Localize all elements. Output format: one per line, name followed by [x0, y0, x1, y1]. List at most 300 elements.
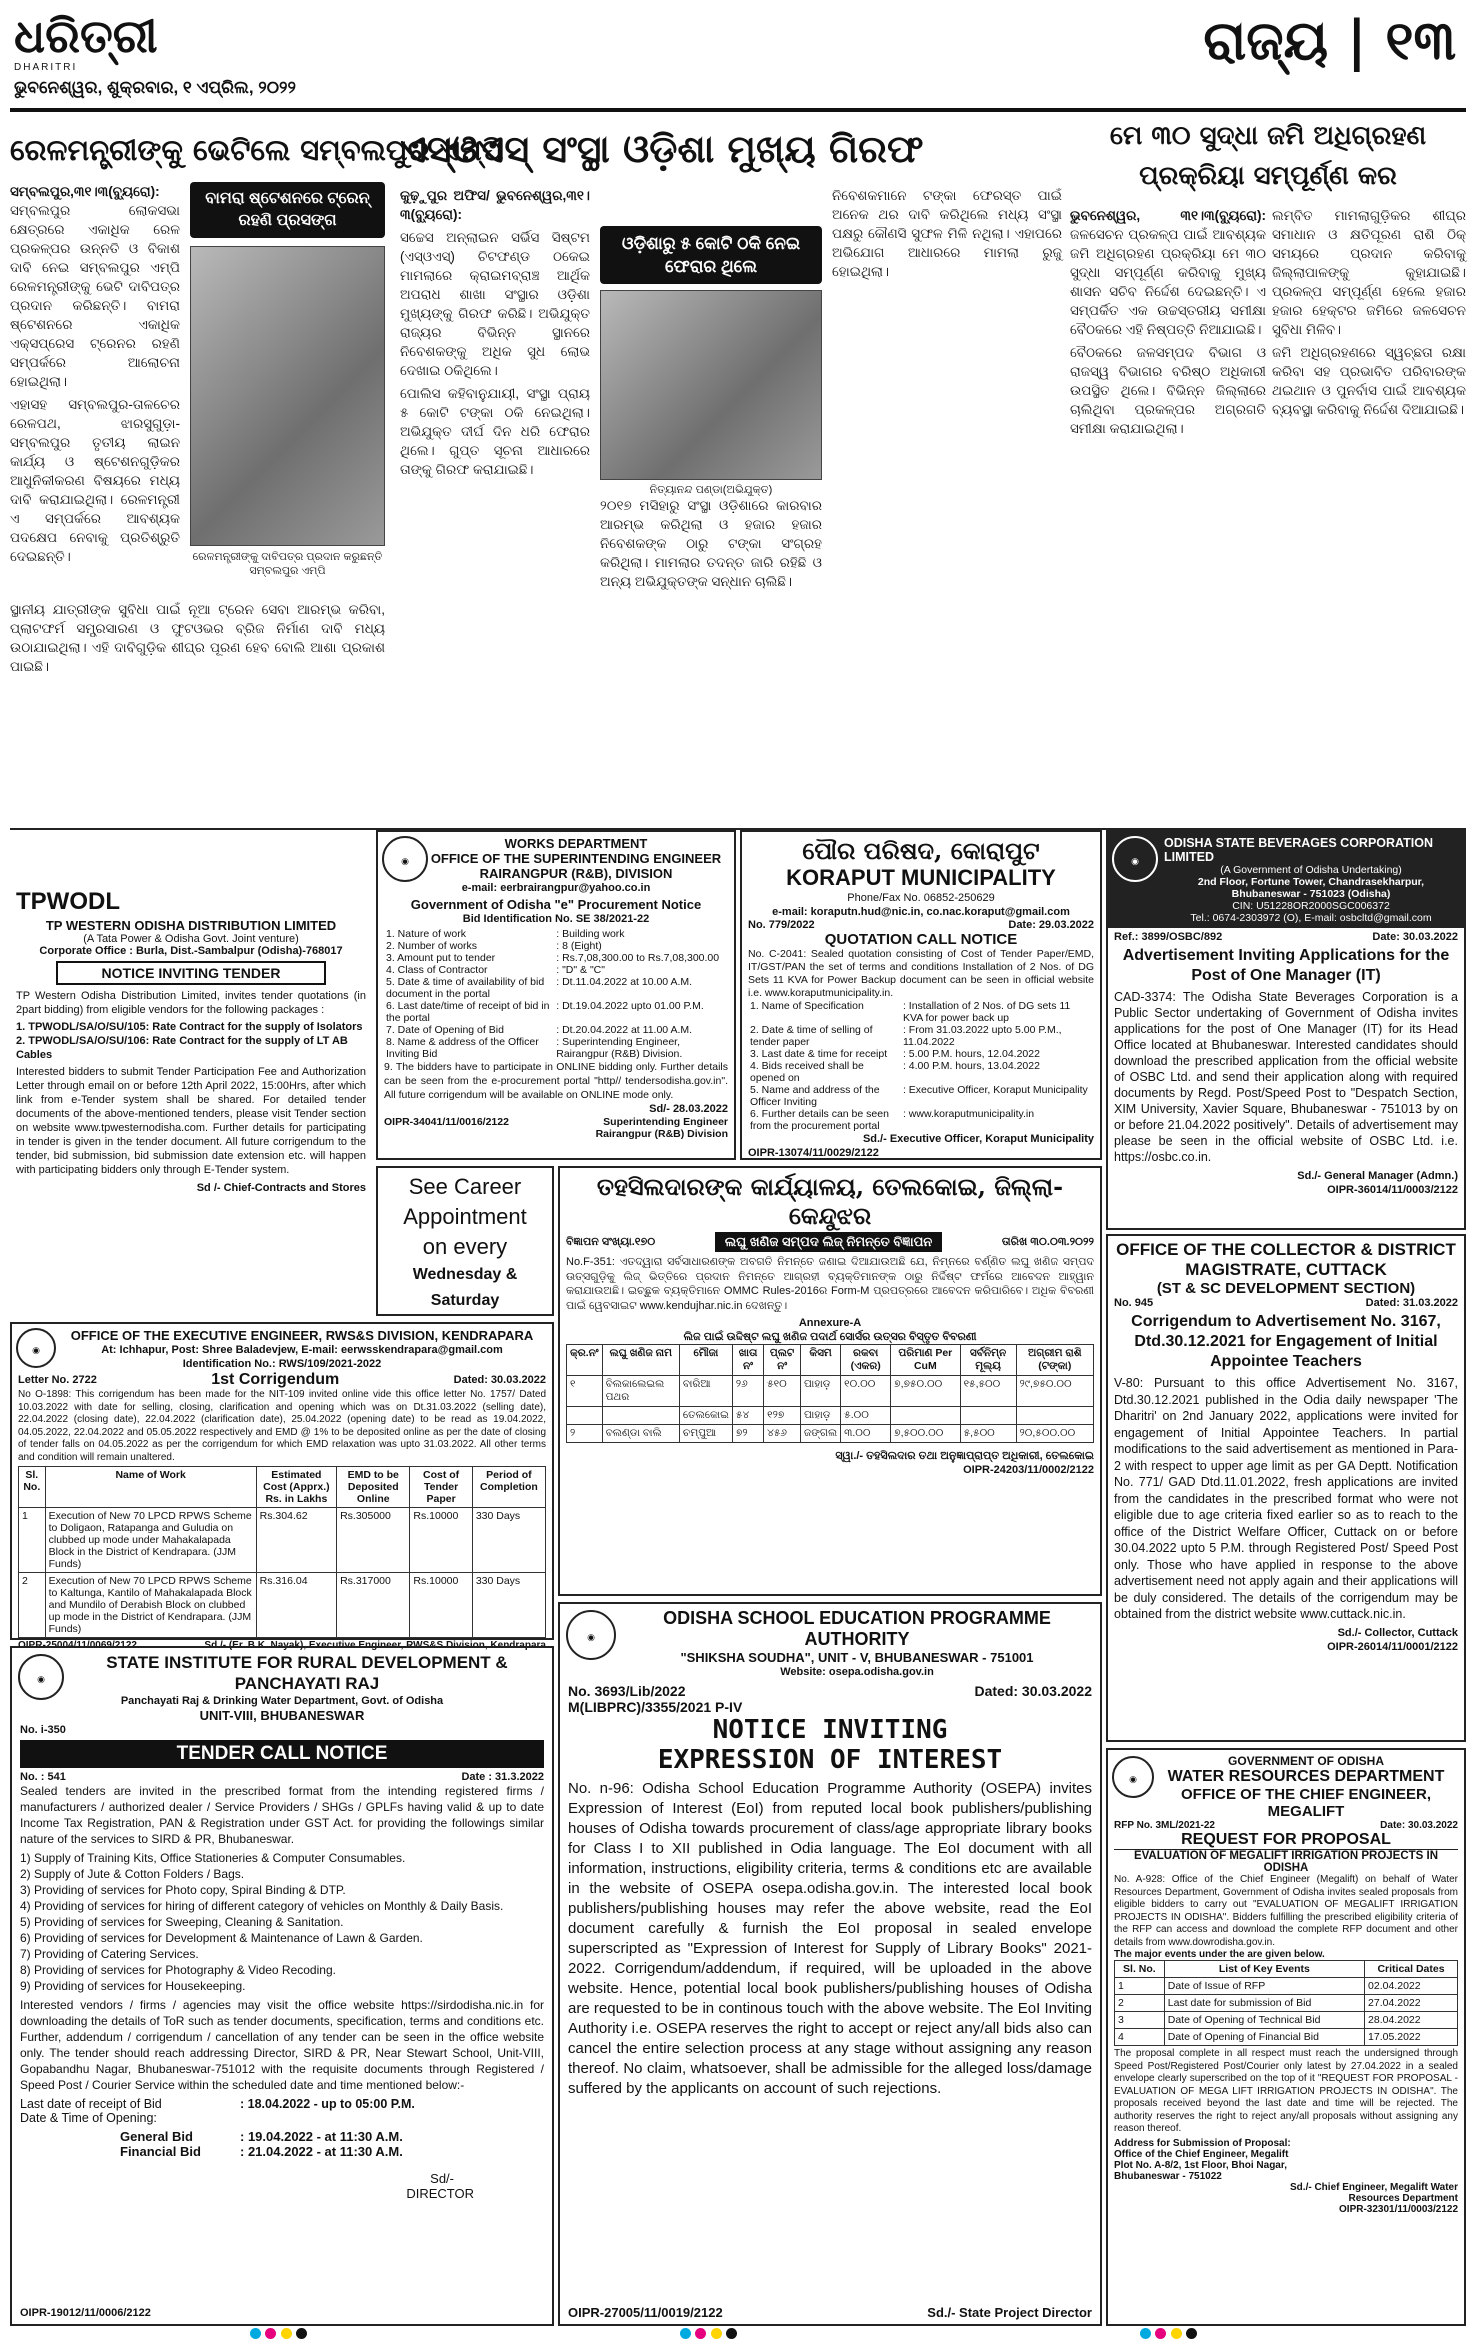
koraput-letter: No. 779/2022 [748, 919, 815, 931]
rwss-table-header: Estimated Cost (Apprx.) Rs. in Lakhs [256, 1467, 336, 1508]
tahasil-letter: ବିଜ୍ଞାପନ ସଂଖ୍ୟା.୧୭୦ [566, 1236, 656, 1248]
sird-body: Interested vendors / firms / agencies may visit the office website https://sirdodisha.nic.in for downloading the details of ToR such as tender documents, specification, terms and conditions etc. Further, addendum / corrigendum / cancellation of any tender can be seen in the office website only. The tender should reach addressing Director, SIRD & PR, Near Stewart School, Unit-VIII, Gopabandhu Nagar, Bhubaneswar-751012 with the requisite documents through Registered / Speed Post / Courier Service within the scheduled date and time mentioned below:- [20, 1998, 544, 2092]
tahasil-table-row-cell: ୨୯,୭୫୦.୦୦ [1016, 1376, 1093, 1407]
koraput-date: Date: 29.03.2022 [1008, 919, 1094, 931]
tahasil-table-row-cell: ୧୫,୫୦୦ [960, 1376, 1016, 1407]
water-table-row-cell: 1 [1115, 1978, 1165, 1995]
registration-yellow-icon [1171, 2328, 1182, 2339]
sird-no: No. : 541 [20, 1771, 66, 1783]
osbc-title: Advertisement Inviting Applications for the Post of One Manager (IT) [1122, 947, 1450, 984]
works-details-table [384, 928, 728, 1060]
osepa-no: No. 3693/Lib/2022 [568, 1683, 686, 1699]
registration-black-icon [296, 2328, 307, 2339]
ad-koraput-municipality [740, 830, 1102, 1160]
sird-item: 1) Supply of Training Kits, Office Stationeries & Computer Consumables. [20, 1851, 406, 1865]
sird-sign: Sd/- [430, 2171, 454, 2186]
tahasil-table-row-cell: ବିଲକାଲେଇଲ ପଥର [602, 1376, 679, 1407]
tahasil-table-row-cell: ୫,୫୦୦ [960, 1425, 1016, 1443]
tahasil-table-row-cell: ୪୫୬ [764, 1425, 801, 1443]
koraput-email: e-mail: koraputn.hud@nic.in, co.nac.koraput@gmail.com [772, 906, 1070, 918]
story3-para-2: ବୈଠକରେ ଜଳସମ୍ପଦ ବିଭାଗ ଓ ରାଜସ୍ୱ ବିଭାଗର ବରିଷ୍ଠ ଅଧିକାରୀ ଉପସ୍ଥିତ ଥିଲେ। ବିଭିନ୍ନ ଜିଲ୍ଲାରେ ଚାଲିଥିବା ପ୍ରକଳ୍ପର ଅଗ୍ରଗତି ସମୀକ୍ଷା କରାଯାଇଥିଲା। [1070, 345, 1266, 436]
water-table-row-cell: Date of Opening of Technical Bid [1164, 2012, 1364, 2029]
registration-cyan-icon [680, 2328, 691, 2339]
story2-inset-title: ଓଡ଼ିଶାରୁ ୫ କୋଟି ଠକି ନେଇ ଫେରାର ଥିଲେ [600, 226, 822, 284]
ad-works-department [376, 830, 736, 1160]
osepa-web: Website: osepa.odisha.gov.in [780, 1666, 934, 1678]
registration-black-icon [1186, 2328, 1197, 2339]
story3-para-3: ଲମ୍ବିତ ମାମଲାଗୁଡ଼ିକର ଶୀଘ୍ର ସମାଧାନ ଓ କ୍ଷତିପୂରଣ ରାଶି ଠିକ୍ ସମୟରେ ପ୍ରଦାନ କରିବାକୁ ଜିଲ୍ଲାପାଳଙ୍କୁ କୁହାଯାଇଛି। ପ୍ରକଳ୍ପ ସମ୍ପୂର୍ଣ୍ଣ ହେଲେ ହଜାର ହଜାର ହେକ୍ଟର ଜମିରେ ଜଳସେଚନ ସୁବିଧା ମିଳିବ। [1272, 208, 1466, 337]
koraput-notice-title: QUOTATION CALL NOTICE [824, 931, 1018, 948]
tahasil-table-row-cell: ବାରିଆ [679, 1376, 732, 1407]
story2-column-left [400, 186, 590, 826]
tahasil-table-row-cell: ୨୦,୫୦୦.୦୦ [1016, 1425, 1093, 1443]
story3-column-right [1272, 206, 1466, 826]
water-sub: EVALUATION OF MEGALIFT IRRIGATION PROJECTS IN ODISHA [1133, 1850, 1439, 1874]
career-line-2: Appointment [403, 1204, 527, 1229]
sird-item: 5) Providing of services for Sweeping, Cleaning & Sanitation. [20, 1915, 344, 1929]
rwss-letter: Letter No. 2722 [18, 1374, 97, 1386]
rwss-table-header: Period of Completion [472, 1467, 545, 1508]
rwss-table-row-cell: Rs.305000 [337, 1508, 410, 1573]
tahasil-table-row [567, 1376, 1094, 1407]
registration-marks-center [680, 2326, 760, 2339]
story2-photo [600, 290, 822, 480]
rwss-table-row [19, 1508, 546, 1573]
career-line-1: See Career [408, 1174, 522, 1199]
tahasil-table-header: ମୌଜା [679, 1345, 732, 1376]
sird-logo-icon: ◉ [18, 1654, 64, 1700]
rwss-table-row-cell: 330 Days [472, 1508, 545, 1573]
tahasil-table-row-cell: ୭,୫୦୦.୦୦ [891, 1425, 960, 1443]
sird-code: No. i-350 [20, 1724, 66, 1736]
tahasil-table-row-cell: ପାହାଡ଼ [800, 1376, 840, 1407]
tahasil-table-row-cell: ୧ [567, 1376, 603, 1407]
tahasil-table-row-cell [567, 1407, 603, 1425]
tahasil-table [566, 1344, 1094, 1443]
tpwodl-sub: (A Tata Power & Odisha Govt. Joint venture) [83, 933, 299, 945]
ad-osepa [558, 1602, 1102, 2326]
story2-dateline: କୁଢ଼ୁପୁର ଅଫିସ/ ଭୁବନେଶ୍ୱର,୩୧।୩(ବ୍ୟୁରୋ): [400, 188, 590, 222]
story2-column-mid [600, 496, 822, 826]
tpwodl-name: TP WESTERN ODISHA DISTRIBUTION LIMITED [45, 918, 337, 933]
works-sign: Sd/- 28.03.2022 [649, 1103, 728, 1115]
rwss-body: No O-1898: This corrigendum has been made for the NIT-109 invited online vide this office letter No. 1757/ Dated 10.03.2022 with date for selling, closing, clarification and opening which was on Dt.31.03.2022 (selling date), 22.04.2022 (closing date), 22.04.2022 (clarification date), 25.04.2022 (opening date) to be read as 19.04.2022, 04.05.2022, 22.04.2022 and 05.05.2022 respectively and EMD @ 1% to be deposited online as per the date of closing of tender falls on 04.05.2022 as per the corrigendum for which EMD relaxation was upto 31.03.2022. All other terms and condition will remain unaltered. [18, 1389, 546, 1463]
koraput-table-row-cell: : From 31.03.2022 upto 5.00 P.M., 11.04.2022 [902, 1024, 1062, 1048]
water-body-2: The proposal complete in all respect must reach the undersigned through Speed Post/Registered Post/Courier only latest by 27.04.2022 in a sealed envelope clearly superscribed on the top of it "REQUEST FOR PROPOSAL - EVALUATION OF MEGA LIFT IRRIGATION PROJECTS IN ODISHA". The proposals received beyond the last date and time will be rejected. The authority reserves the right to reject any/all proposals without assigning any reason thereof. [1114, 2048, 1458, 2134]
tahasil-table-row-cell: ୩.୦୦ [841, 1425, 891, 1443]
works-table-row-cell: : 8 (Eight) [556, 940, 602, 952]
water-address: Office of the Chief Engineer, Megalift Plot No. A-8/2, 1st Floor, Bhoi Nagar, Bhubaneswar - 751022 [1114, 2148, 1289, 2182]
story1-para-2: ଏହାସହ ସମ୍ବଲପୁର-ତାଳଚେର ରେଳପଥ, ଝାରସୁଗୁଡ଼ା-ସମ୍ବଲପୁର ତୃତୀୟ ଲାଇନ କାର୍ଯ୍ୟ ଓ ଷ୍ଟେଶନଗୁଡ଼ିକର ଆଧୁନିକୀକରଣ ବିଷୟରେ ମଧ୍ୟ ଦାବି କରାଯାଇଥିଲା। ରେଳମନ୍ତ୍ରୀ ଏ ସମ୍ପର୍କରେ ଆବଶ୍ୟକ ପଦକ୍ଷେପ ନେବାକୁ ପ୍ରତିଶ୍ରୁତି ଦେଇଛନ୍ତି। [10, 397, 180, 564]
koraput-table-row [748, 1060, 1094, 1084]
tahasil-table-header: ଅଗ୍ରୀମ ରାଶି (ଟଙ୍କା) [1016, 1345, 1093, 1376]
story1-para-3: ସ୍ଥାନୀୟ ଯାତ୍ରୀଙ୍କ ସୁବିଧା ପାଇଁ ନୂଆ ଟ୍ରେନ ସେବା ଆରମ୍ଭ କରିବା, ପ୍ଲାଟଫର୍ମ ସମ୍ପ୍ରସାରଣ ଓ ଫୁଟଓଭର ବ୍ରିଜ ନିର୍ମାଣ ଦାବି ମଧ୍ୟ ଉଠାଯାଇଥିଲା। ଏହି ଦାବିଗୁଡ଼ିକ ଶୀଘ୍ର ପୂରଣ ହେବ ବୋଲି ଆଶା ପ୍ରକାଶ ପାଇଛି। [10, 602, 385, 674]
ad-rwss-kendrapara [10, 1322, 554, 1651]
sird-sign2: DIRECTOR [406, 2186, 474, 2201]
koraput-table-row-cell: : Installation of 2 Nos. of DG sets 11 KVA for power back up [902, 1000, 1071, 1024]
career-line-3: on every [422, 1234, 508, 1259]
water-table-header: Critical Dates [1365, 1961, 1458, 1978]
sird-item: 3) Providing of services for Photo copy, Spiral Binding & DTP. [20, 1883, 346, 1897]
koraput-table-row [748, 1048, 1094, 1060]
water-table-row-cell: 27.04.2022 [1365, 1995, 1458, 2012]
works-bid-id: Bid Identification No. SE 38/2021-22 [462, 913, 650, 925]
works-table-row [384, 964, 728, 976]
masthead-logo-sub: DHARITRI [14, 62, 78, 73]
tahasil-table-header: ଖାତା ନଂ [732, 1345, 763, 1376]
works-table-row-cell: : Dt.11.04.2022 at 10.00 A.M. [556, 976, 693, 988]
story2-inset [600, 226, 822, 496]
osbc-body: CAD-3374: The Odisha State Beverages Corporation is a Public Sector undertaking of Government of Odisha invites applications for the post of One Manager (IT) for its Head Office located at Bhubaneswar. Interested candidates should download the prescribed application from the official website of OSBC Ltd. and send their application along with required documents by Regd. Post/Speed Post to "Despatch Section, XIM University, Xavier Square, Bhubaneswar - 751013 by on or before 21.04.2022 positively". Details of advertisement may please be seen in the official website of OSBC Ltd. i.e. https://osbc.co.in. [1114, 990, 1458, 1164]
odisha-emblem-icon: ◉ [1112, 1756, 1154, 1798]
tpwodl-body: Interested bidders to submit Tender Participation Fee and Authorization Letter through email on or before 12th April 2022, 15:00Hrs, after which link from e-Tender system shall be shared. For detailed tender documents of the above-mentioned tenders, please visit Tender section on website www.tpwesternodisha.com. Further details for participating in tender is given in the tender document. All future corrigendum to the tender, bid submission, bid submission date extension etc. will happen with participating bidders only through E-Tender system. [16, 1066, 366, 1176]
osbc-sign: Sd./- General Manager (Admn.) [1297, 1170, 1458, 1182]
koraput-table-row-cell: 4. Bids received shall be opened on [750, 1060, 864, 1084]
works-table-row-cell: : Building work [556, 928, 625, 940]
sird-sub: Panchayati Raj & Drinking Water Department, Govt. of Odisha [120, 1695, 444, 1707]
water-oipr: OIPR-32301/11/0003/2122 [1339, 2203, 1458, 2215]
osbc-tel: Tel.: 0674-2303972 (O), E-mail: osbcltd@gmail.com [1190, 912, 1432, 924]
osepa-ref: M(LIBPRC)/3355/2021 P-IV [568, 1699, 743, 1715]
works-table-row-cell: : Rs.7,08,300.00 to Rs.7,08,300.00 [556, 952, 720, 964]
water-dept: WATER RESOURCES DEPARTMENT [1167, 1768, 1445, 1785]
koraput-title: KORAPUT MUNICIPALITY [786, 865, 1056, 890]
koraput-table-row [748, 1108, 1094, 1132]
rwss-table-header: Name of Work [45, 1467, 256, 1508]
works-table-row-cell: 8. Name & address of the Officer Inviting Bid [386, 1036, 539, 1060]
works-dept: WORKS DEPARTMENT [504, 836, 648, 851]
works-table-row-cell: 4. Class of Contractor [386, 964, 488, 976]
rwss-address: At: Ichhapur, Post: Shree Baladevjew, E-mail: eerwsskendrapara@gmail.com [101, 1344, 503, 1356]
water-rfp: RFP No. 3ML/2021-22 [1114, 1820, 1215, 1831]
sird-oipr: OIPR-19012/11/0006/2122 [20, 2307, 151, 2319]
koraput-oipr: OIPR-13074/11/0029/2122 [748, 1147, 879, 1159]
tahasil-table-row-cell [960, 1407, 1016, 1425]
registration-black-icon [726, 2328, 737, 2339]
sird-item: 4) Providing of services for hiring of different category of vehicles on Monthly & Daily Basis. [20, 1899, 504, 1913]
registration-yellow-icon [281, 2328, 292, 2339]
career-line-4: Wednesday & Saturday [412, 1266, 518, 1309]
tahasil-table-row [567, 1425, 1094, 1443]
works-table-row-cell: : Superintending Engineer, Rairangpur (R&B) Division. [556, 1036, 683, 1060]
osbc-date: Date: 30.03.2022 [1372, 931, 1458, 943]
sird-item: 6) Providing of services for Development & Maintenance of Lawn & Garden. [20, 1931, 423, 1945]
tpwodl-item-1: 1. TPWODL/SA/O/SU/105: Rate Contract for the supply of Isolators [16, 1021, 363, 1033]
works-table-row [384, 940, 728, 952]
collector-date: Dated: 31.03.2022 [1365, 1297, 1458, 1309]
tahasil-table-row-cell: ୭,୭୫୦.୦୦ [891, 1376, 960, 1407]
rwss-table-row-cell: Rs.10000 [410, 1508, 472, 1573]
koraput-table-row-cell: : www.koraputmunicipality.in [902, 1108, 1035, 1120]
story2-para-1: ସଚ୍ଚେସ ଅନ୍ଲାଇନ ସର୍ଭିସ ସିଷ୍ଟମ (ଏସ୍‌ଓଏସ୍) ଚିଟଫଣ୍ଡ ଠକେଇ ମାମଲାରେ କ୍ରାଇମବ୍ରାଞ୍ଚ ଆର୍ଥିକ ଅପରାଧ ଶାଖା ସଂସ୍ଥାର ଓଡ଼ିଶା ମୁଖ୍ୟଙ୍କୁ ଗିରଫ କରିଛି। ଅଭିଯୁକ୍ତ ରାଜ୍ୟର ବିଭିନ୍ନ ସ୍ଥାନରେ ନିବେଶକଙ୍କୁ ଅଧିକ ସୁଧ ଲୋଭ ଦେଖାଇ ଠକିଥିଲେ। [400, 230, 590, 378]
water-table-row-cell: 2 [1115, 1995, 1165, 2012]
works-table-row-cell: : "D" & "C" [556, 964, 605, 976]
osepa-sign: Sd./- State Project Director [927, 2305, 1092, 2320]
rwss-table-row-cell: Rs.317000 [337, 1573, 410, 1638]
works-body: 9. The bidders have to participate in ONLINE bidding only. Further details can be seen from the e-procurement portal "http// tendersodisha.gov.in". All future corrigendum will be available on ONLINE mode only. [384, 1061, 728, 1101]
registration-magenta-icon [695, 2328, 706, 2339]
water-body: No. A-928: Office of the Chief Engineer (Megalift) on behalf of Water Resources Department, Government of Odisha invites sealed proposals from eligible bidders to carry out "EVALUATION OF MEGALIFT IRRIGATION PROJECTS IN ODISHA". Bidders fulfilling the prescribed eligibility criteria of the RFP can access and download the complete RFP document and other details from www.dowrodisha.gov.in. [1114, 1874, 1458, 1948]
sird-unit: UNIT-VIII, BHUBANESWAR [199, 1708, 365, 1723]
rwss-table [18, 1466, 546, 1638]
water-table-row-cell: 28.04.2022 [1365, 2012, 1458, 2029]
koraput-table-row-cell: 5. Name and address of the Officer Inviting [750, 1084, 880, 1108]
works-table-row-cell: 1. Nature of work [386, 928, 466, 940]
tahasil-body: No.F-351: ଏତଦ୍ୱାରା ସର୍ବସାଧାରଣଙ୍କ ଅବଗତି ନିମନ୍ତେ ଜଣାଇ ଦିଆଯାଉଅଛି ଯେ, ନିମ୍ନରେ ବର୍ଣ୍ଣିତ ଲଘୁ ଖଣିଜ ସମ୍ପଦ ଉତ୍ସଗୁଡ଼ିକୁ ଲିଜ୍ ଭିତ୍ତିରେ ପ୍ରଦାନ ନିମନ୍ତେ ଆଗ୍ରହୀ ବ୍ୟକ୍ତିମାନଙ୍କ ଠାରୁ ନିର୍ଦ୍ଦିଷ୍ଟ ଫର୍ମରେ ଆବେଦନ ଆହ୍ୱାନ କରାଯାଉଅଛି। ଇଚ୍ଛୁକ ବ୍ୟକ୍ତିମାନେ OMMC Rules-2016ର Form-M ପ୍ରପତ୍ରରେ ଆବେଦନ କରିପାରିବେ। ଅଧିକ ବିବରଣୀ ପାଇଁ ୱେବସାଇଟ www.kendujhar.nic.in ଦେଖନ୍ତୁ। [566, 1256, 1094, 1312]
sird-items [20, 1850, 544, 1994]
tahasil-oipr: OIPR-24203/11/0002/2122 [963, 1464, 1094, 1476]
koraput-title-odia: ପୌର ପରିଷଦ, କୋରାପୁଟ [802, 836, 1040, 865]
rwss-heading: 1st Corrigendum [211, 1371, 340, 1388]
sird-item: 7) Providing of Catering Services. [20, 1947, 199, 1961]
sird-item: 8) Providing of services for Photography & Video Recoding. [20, 1963, 336, 1977]
works-office: OFFICE OF THE SUPERINTENDING ENGINEER RAIRANGPUR (R&B), DIVISION [430, 851, 722, 881]
tahasil-table-row [567, 1407, 1094, 1425]
rwss-table-header: Sl. No. [19, 1467, 46, 1508]
odisha-emblem-icon: ◉ [382, 836, 428, 882]
osepa-heading-2: EXPRESSION OF INTEREST [657, 1745, 1003, 1775]
story1-photo [190, 246, 385, 546]
koraput-table-row-cell: : 5.00 P.M. hours, 12.04.2022 [902, 1048, 1040, 1060]
story2-column-right [832, 186, 1062, 826]
works-table-row [384, 1036, 728, 1060]
koraput-table-row-cell: 6. Further details can be seen from the procurement portal [750, 1108, 889, 1132]
water-table-row [1115, 1978, 1458, 1995]
collector-body: V-80: Pursuant to this office Advertisement No. 3167, Dtd.30.12.2021 published in the Odia daily newspaper 'The Dharitri' on 2nd January 2022, applications were invited for engagement of Initial Appointee Teachers. In partial modifications to the said advertisement as mentioned in Para-2 with respect to upper age limit as per GA Deptt. Notification No. 771/ GAD Dtd.11.01.2022, fresh applications are invited from the candidates in the prescribed format who were not eligible due to age criteria fixed earlier so as to reach to the office of the District Welfare Officer, Cuttack on or before 30.04.2022 upto 5 P.M. through Registered Post/ Speed Post only. Those who have applied in response to the above advertisement need not apply again and their applications will be duly considered. The details of the corrigendum may be obtained from the district website www.cuttack.nic.in. [1114, 1376, 1458, 1621]
rwss-table-row-cell: Rs.316.04 [256, 1573, 336, 1638]
tahasil-table-header: କିସମ [800, 1345, 840, 1376]
story2-photo-caption: ନିତ୍ୟାନନ୍ଦ ପଣ୍ଡା(ଅଭିଯୁକ୍ତ) [649, 484, 773, 496]
tahasil-table-row-cell: ଚମ୍ପୁଆ [679, 1425, 732, 1443]
tpwodl-office: Corporate Office : Burla, Dist.-Sambalpur (Odisha)-768017 [39, 945, 343, 957]
story3-headline: ମେ ୩୦ ସୁଦ୍ଧା ଜମି ଅଧିଗ୍ରହଣ ପ୍ରକ୍ରିୟା ସମ୍ପୂର୍ଣ୍ଣ କର [1109, 121, 1427, 191]
water-table-row-cell: 4 [1115, 2029, 1165, 2046]
osepa-sub: "SHIKSHA SOUDHA", UNIT - V, BHUBANESWAR - 751001 [680, 1650, 1034, 1665]
tahasil-table-row-cell [602, 1407, 679, 1425]
ad-sird [10, 1646, 554, 2326]
tahasil-title: ତହସିଲଦାରଙ୍କ କାର୍ଯ୍ୟାଳୟ, ତେଲକୋଇ, ଜିଲ୍ଲା-କେନ୍ଦୁଝର [596, 1172, 1064, 1230]
works-table-row-cell: 5. Date & time of availability of bid document in the portal [386, 976, 545, 1000]
story1-headline: ରେଳମନ୍ତ୍ରୀଙ୍କୁ ଭେଟିଲେ ସମ୍ବଲପୁର ଏମ୍‌ପି [10, 133, 504, 167]
water-table-row-cell: 3 [1115, 2012, 1165, 2029]
osbc-cin: CIN: U51228OR2000SGC006372 [1232, 900, 1390, 912]
water-events-table [1114, 1960, 1458, 2046]
sird-last-date: : 18.04.2022 - up to 05:00 P.M. [240, 2097, 415, 2111]
tahasil-table-row-cell: ୨୬ [732, 1376, 763, 1407]
rwss-table-row-cell: 2 [19, 1573, 46, 1638]
koraput-sign: Sd./- Executive Officer, Koraput Municipality [862, 1133, 1094, 1145]
story1-dateline: ସମ୍ବଲପୁର,୩୧।୩(ବ୍ୟୁରୋ): [10, 184, 160, 199]
sird-item: 2) Supply of Jute & Cotton Folders / Bags. [20, 1867, 245, 1881]
registration-cyan-icon [250, 2328, 261, 2339]
water-office: OFFICE OF THE CHIEF ENGINEER, MEGALIFT [1180, 1786, 1431, 1820]
rwss-table-row-cell: Rs.10000 [410, 1573, 472, 1638]
tahasil-table-row-cell [1016, 1407, 1093, 1425]
rwss-table-header: EMD to be Deposited Online [337, 1467, 410, 1508]
water-address-label: Address for Submission of Proposal: [1114, 2137, 1291, 2149]
water-table-row-cell: 17.05.2022 [1365, 2029, 1458, 2046]
koraput-intro: No. C-2041: Sealed quotation consisting of Cost of Tender Paper/EMD, IT/GST/PAN the set of terms and conditions Installation of 2 Nos. of DG Sets 11 KVA for Power Backup document can be seen in official website i.e. www.koraputmunicipality.in. [748, 948, 1094, 999]
water-date: Date: 30.03.2022 [1380, 1820, 1458, 1831]
tahasil-table-row-cell: ପାହାଡ଼ [800, 1407, 840, 1425]
story3-para-4: ଜମି ଅଧିଗ୍ରହଣରେ ସ୍ୱଚ୍ଛତା ରକ୍ଷା କରିବା ସହ ପ୍ରଭାବିତ ପରିବାରଙ୍କ ଥଇଥାନ ଓ ପୁନର୍ବାସ ପାଇଁ ଆବଶ୍ୟକ ବ୍ୟବସ୍ଥା କରିବାକୁ ନିର୍ଦ୍ଦେଶ ଦିଆଯାଇଛି। [1272, 345, 1466, 417]
koraput-table-row [748, 1000, 1094, 1024]
collector-no: No. 945 [1114, 1297, 1154, 1309]
water-table-row [1115, 2012, 1458, 2029]
registration-marks-left [250, 2326, 330, 2339]
tahasil-table-header: ଲଘୁ ଖଣିଜ ନାମ [602, 1345, 679, 1376]
tahasil-table-header: ସର୍ବନିମ୍ନ ମୂଲ୍ୟ [960, 1345, 1016, 1376]
sird-item: 9) Providing of services for Housekeeping. [20, 1979, 246, 1993]
osbc-ref: Ref.: 3899/OSBC/892 [1114, 931, 1223, 943]
water-table-row-cell: Date of Opening of Financial Bid [1164, 2029, 1364, 2046]
works-table-row-cell: : Dt.19.04.2022 upto 01.00 P.M. [556, 1000, 704, 1012]
works-table-row [384, 952, 728, 964]
works-table-row-cell: 2. Number of works [386, 940, 478, 952]
tahasil-table-row-cell: ୫.୦୦ [841, 1407, 891, 1425]
tahasil-table-header: ରକବା (ଏକର) [841, 1345, 891, 1376]
tpwodl-logo: TPWODL [16, 888, 120, 915]
tahasil-table-row-cell [891, 1407, 960, 1425]
osbc-address: 2nd Floor, Fortune Tower, Chandrasekharpur, Bhubaneswar - 751023 (Odisha) [1197, 876, 1425, 900]
sird-general-label: General Bid [120, 2129, 193, 2144]
story1-photo-caption: ରେଳମନ୍ତ୍ରୀଙ୍କୁ ଦାବିପତ୍ର ପ୍ରଦାନ କରୁଛନ୍ତି ସମ୍ବଲପୁର ଏମ୍‌ପି [192, 551, 383, 577]
collector-oipr: OIPR-26014/11/0001/2122 [1327, 1640, 1458, 1653]
rwss-table-header: Cost of Tender Paper [410, 1467, 472, 1508]
rwss-table-row [19, 1573, 546, 1638]
osepa-title: ODISHA SCHOOL EDUCATION PROGRAMME AUTHORITY [663, 1608, 1051, 1649]
sird-financial: : 21.04.2022 - at 11:30 A.M. [240, 2144, 403, 2159]
koraput-table-row [748, 1084, 1094, 1108]
tahasil-table-row-cell: ବଲଣ୍ଡା ବାଲି [602, 1425, 679, 1443]
sird-title: STATE INSTITUTE FOR RURAL DEVELOPMENT & PANCHAYATI RAJ [106, 1653, 508, 1693]
works-email: e-mail: eerbrairangpur@yahoo.co.in [461, 882, 651, 894]
story1-para-1: ସମ୍ବଲପୁର ଲୋକସଭା କ୍ଷେତ୍ରରେ ଏକାଧିକ ରେଳ ପ୍ରକଳ୍ପର ଉନ୍ନତି ଓ ବିକାଶ ଦାବି ନେଇ ସମ୍ବଲପୁର ଏମ୍‌ପି ରେଳମନ୍ତ୍ରୀଙ୍କୁ ଭେଟି ଦାବିପତ୍ର ପ୍ରଦାନ କରିଛନ୍ତି। ବାମରା ଷ୍ଟେଶନରେ ଏକାଧିକ ଏକ୍ସପ୍ରେସ ଟ୍ରେନର ରହଣି ସମ୍ପର୍କରେ ଆଲୋଚନା ହୋଇଥିଲା। [10, 203, 180, 389]
masthead-rule [10, 108, 1466, 112]
collector-title: OFFICE OF THE COLLECTOR & DISTRICT MAGISTRATE, CUTTACK [1116, 1240, 1456, 1279]
tahasil-table-row-cell: ୧୨୭ [764, 1407, 801, 1425]
story2-headline: ଏସ୍‌ଓଏସ୍ ସଂସ୍ଥା ଓଡ଼ିଶା ମୁଖ୍ୟ ଗିରଫ [400, 126, 924, 171]
sird-date: Date : 31.3.2022 [461, 1771, 544, 1783]
tahasil-date: ତାରିଖ ୩୦.୦୩.୨୦୨୨ [1001, 1236, 1094, 1248]
story1-column-bottom [10, 600, 385, 825]
tahasil-table-row-cell: ୫୧୦ [764, 1376, 801, 1407]
tahasil-table-row-cell: ତେଲକୋଇ [679, 1407, 732, 1425]
tahasil-table-header: ପରିମାଣ Per CuM [891, 1345, 960, 1376]
koraput-details-table [748, 1000, 1094, 1132]
masthead-dateline: ଭୁବନେଶ୍ୱର, ଶୁକ୍ରବାର, ୧ ଏପ୍ରିଲ, ୨୦୨୨ [14, 78, 296, 97]
osbc-sub: (A Government of Odisha Undertaking) [1220, 864, 1402, 876]
works-table-row-cell: 3. Amount put to tender [386, 952, 496, 964]
sird-general: : 19.04.2022 - at 11:30 A.M. [240, 2129, 403, 2144]
story2-para-3: ୨୦୧୭ ମସିହାରୁ ସଂସ୍ଥା ଓଡ଼ିଶାରେ କାରବାର ଆରମ୍ଭ କରିଥିଲା ଓ ହଜାର ହଜାର ନିବେଶକଙ୍କ ଠାରୁ ଟଙ୍କା ସଂଗ୍ରହ କରିଥିଲା। ମାମଲାର ତଦନ୍ତ ଜାରି ରହିଛି ଓ ଅନ୍ୟ ଅଭିଯୁକ୍ତଙ୍କ ସନ୍ଧାନ ଚାଲିଛି। [600, 498, 822, 589]
osbc-oipr: OIPR-36014/11/0003/2122 [1327, 1184, 1458, 1196]
koraput-table-row-cell: 1. Name of Specification [750, 1000, 864, 1012]
registration-marks-right [1140, 2326, 1220, 2339]
tpwodl-sign: Sd /- Chief-Contracts and Stores [196, 1182, 366, 1194]
story2-para-2: ପୋଲିସ କହିବାନୁଯାୟୀ, ସଂସ୍ଥା ପ୍ରାୟ ୫ କୋଟି ଟଙ୍କା ଠକି ନେଇଥିଲା। ଅଭିଯୁକ୍ତ ଦୀର୍ଘ ଦିନ ଧରି ଫେରାର ଥିଲେ। ଗୁପ୍ତ ସୂଚନା ଆଧାରରେ ତାଙ୍କୁ ଗିରଫ କରାଯାଇଛି। [400, 386, 590, 477]
ad-collector-cuttack [1106, 1234, 1466, 1742]
ad-tahasildar [558, 1166, 1102, 1596]
tahasil-table-header: କ୍ର.ନଂ [567, 1345, 603, 1376]
rwss-sign: Sd./- (Er. B.K. Nayak), Executive Engineer, RWS&S Division, Kendrapara [204, 1640, 546, 1651]
story2-para-4: ନିବେଶକମାନେ ଟଙ୍କା ଫେରସ୍ତ ପାଇଁ ଅନେକ ଥର ଦାବି କରିଥିଲେ ମଧ୍ୟ ସଂସ୍ଥା ପକ୍ଷରୁ କୌଣସି ସୁଫଳ ମିଳି ନଥିଲା। ଏହାପରେ ଅଭିଯୋଗ ଆଧାରରେ ମାମଲା ରୁଜୁ ହୋଇଥିଲା। [832, 188, 1062, 279]
career-promo [376, 1166, 554, 1316]
sird-open-label: Date & Time of Opening: [20, 2111, 157, 2125]
rwss-date: Dated: 30.03.2022 [453, 1374, 546, 1386]
rwss-table-row-cell: Execution of New 70 LPCD RPWS Scheme to Kaltunga, Kantilo of Mahakalapada Block and Mundilo of Derabish Block on clubbed up mode in the District of Kendrapara. (JJM Funds) [45, 1573, 256, 1638]
tpwodl-item-2: 2. TPWODL/SA/O/SU/106: Rate Contract for the supply of LT AB Cables [16, 1035, 348, 1061]
ad-osbc [1106, 830, 1466, 1230]
works-oipr: OIPR-34041/11/0016/2122 [384, 1116, 509, 1128]
water-table-row [1115, 2029, 1458, 2046]
water-table-row-cell: 02.04.2022 [1365, 1978, 1458, 1995]
rwss-bid-id: Identification No.: RWS/109/2021-2022 [182, 1358, 382, 1370]
koraput-table-row-cell: : Executive Officer, Koraput Municipality [902, 1084, 1088, 1096]
tahasil-sign: ସ୍ୱା./- ତହସିଲଦାର ତଥା ଅନୁଜ୍ଞାପ୍ରାପ୍ତ ଅଧିକାରୀ, ତେଲକୋଇ [835, 1450, 1094, 1462]
sird-intro: Sealed tenders are invited in the prescribed format from the intending registered firms / manufacturers / authorized dealer / Service Providers / SHGs / GPLFs having valid & up to date Income Tax Registration, PAN & Registration under GST Act. for providing the followings similar nature of the services to SIRD & PR, Bhubaneswar. [20, 1784, 544, 1846]
sird-last-date-label: Last date of receipt of Bid [20, 2097, 162, 2111]
registration-magenta-icon [1155, 2328, 1166, 2339]
sird-heading: TENDER CALL NOTICE [20, 1740, 544, 1768]
koraput-table-row-cell: : 4.00 P.M. hours, 13.04.2022 [902, 1060, 1040, 1072]
tahasil-sub: ଲଘୁ ଖଣିଜ ସମ୍ପଦ ଲିଜ୍ ନିମନ୍ତେ ବିଜ୍ଞାପନ [715, 1232, 942, 1252]
works-sign2: Superintending Engineer Rairangpur (R&B) Division [595, 1116, 728, 1140]
koraput-phone: Phone/Fax No. 06852-250629 [847, 892, 995, 904]
koraput-table-row-cell: 2. Date & time of selling of tender paper [750, 1024, 873, 1048]
collector-heading: Corrigendum to Advertisement No. 3167, Dtd.30.12.2021 for Engagement of Initial Appointee Teachers [1131, 1313, 1441, 1370]
water-table-header: List of Key Events [1164, 1961, 1364, 1978]
works-table-row-cell: 7. Date of Opening of Bid [386, 1024, 504, 1036]
odisha-emblem-icon: ◉ [16, 1328, 56, 1368]
tahasil-table-title: ଲିଜ ପାଇଁ ଉଦ୍ଦିଷ୍ଟ ଲଘୁ ଖଣିଜ ପଦାର୍ଥ ସୋର୍ସର ଉତ୍ସର ବିସ୍ତୃତ ବିବରଣୀ [683, 1331, 977, 1343]
osepa-body: No. n-96: Odisha School Education Programme Authority (OSEPA) invites Expression of Interest (EoI) from reputed local book publishers/publishing houses of Odisha towards procurement of class/age appropriate library books for Class I to XII published in Odia language. The EoI document with all information, instructions, eligibility criteria, terms & conditions etc are available in the website of OSEPA osepa.odisha.gov.in. The interested local book publishers/publishing houses may refer the above website, read the EoI document carefully & furnish the EoI proposal in sealed envelope superscripted as "Expression of Interest for Supply of Library Books" 2021-2022. Corrigendum/addendum, if required, will be uploaded in the above website. Hence, potential local book publishers/publishing houses of Odisha are requested to be in continous touch with the above website. The EoI Inviting Authority i.e. OSEPA reserves the right to accept or reject any/all bids also can cancel the entire selection process at any stage without assigning any reason thereof. No claim, whatsoever, shall be admissible for the alleged loss/damage suffered by the applicants on account of such rejections. [568, 1780, 1092, 2097]
tahasil-table-header: ପ୍ଲଟ ନଂ [764, 1345, 801, 1376]
rwss-title: OFFICE OF THE EXECUTIVE ENGINEER, RWS&S DIVISION, KENDRAPARA [70, 1328, 534, 1343]
story3-column-left [1070, 206, 1266, 826]
works-table-row-cell: 6. Last date/time of receipt of bid in the portal [386, 1000, 550, 1024]
tahasil-table-row-cell: ଜଙ୍ଗଲ [800, 1425, 840, 1443]
koraput-table-row-cell: 3. Last date & time for receipt [750, 1048, 888, 1060]
tpwodl-title: NOTICE INVITING TENDER [56, 961, 326, 985]
rwss-table-row-cell: 1 [19, 1508, 46, 1573]
works-table-row-cell: : Dt.20.04.2022 at 11.00 A.M. [556, 1024, 693, 1036]
story1-inset-title: ବାମରା ଷ୍ଟେଶନରେ ଟ୍ରେନ୍ ରହଣି ପ୍ରସଙ୍ଗ [190, 182, 385, 238]
tahasil-table-row-cell: ୫୪ [732, 1407, 763, 1425]
rwss-table-row-cell: Execution of New 70 LPCD RPWS Scheme to Doligaon, Ratapanga and Guludia on clubbed up mode under Mahakalapada Block in the District of Kendrapara. (JJM Funds) [45, 1508, 256, 1573]
works-title: Government of Odisha "e" Procurement Notice [410, 897, 702, 912]
water-table-row-cell: Date of Issue of RFP [1164, 1978, 1364, 1995]
works-table-row [384, 1000, 728, 1024]
osepa-logo-icon: ◉ [566, 1610, 616, 1660]
works-table-row [384, 976, 728, 1000]
osbc-logo-icon: ◉ [1112, 836, 1158, 882]
osepa-oipr: OIPR-27005/11/0019/2122 [568, 2305, 723, 2320]
water-table-row [1115, 1995, 1458, 2012]
water-sign: Sd./- Chief Engineer, Megalift Water Resources Department [1290, 2181, 1458, 2204]
rwss-table-row-cell: 330 Days [472, 1573, 545, 1638]
ad-tpwodl [10, 884, 372, 1318]
water-table-row-cell: Last date for submission of Bid [1164, 1995, 1364, 2012]
masthead-logo: ଧରିତ୍ରୀ [14, 9, 158, 63]
tahasil-table-row-cell: ୭୨ [732, 1425, 763, 1443]
osbc-name: ODISHA STATE BEVERAGES CORPORATION LIMITED [1164, 836, 1434, 864]
water-heading: REQUEST FOR PROPOSAL [1114, 1831, 1458, 1850]
rwss-table-row-cell: Rs.304.62 [256, 1508, 336, 1573]
story3-para-1: ଜଳସେଚନ ପ୍ରକଳ୍ପ ପାଇଁ ଆବଶ୍ୟକ ଜମି ଅଧିଗ୍ରହଣ ପ୍ରକ୍ରିୟା ମେ ୩୦ ସୁଦ୍ଧା ସମ୍ପୂର୍ଣ୍ଣ କରିବାକୁ ମୁଖ୍ୟ ଶାସନ ସଚିବ ନିର୍ଦ୍ଦେଶ ଦେଇଛନ୍ତି। ଏ ସମ୍ପର୍କିତ ଏକ ଉଚ୍ଚସ୍ତରୀୟ ସମୀକ୍ଷା ବୈଠକରେ ଏହି ନିଷ୍ପତ୍ତି ନିଆଯାଇଛି। [1070, 227, 1266, 337]
tahasil-table-row-cell: ୨ [567, 1425, 603, 1443]
tahasil-annexure: Annexure-A [798, 1317, 862, 1329]
